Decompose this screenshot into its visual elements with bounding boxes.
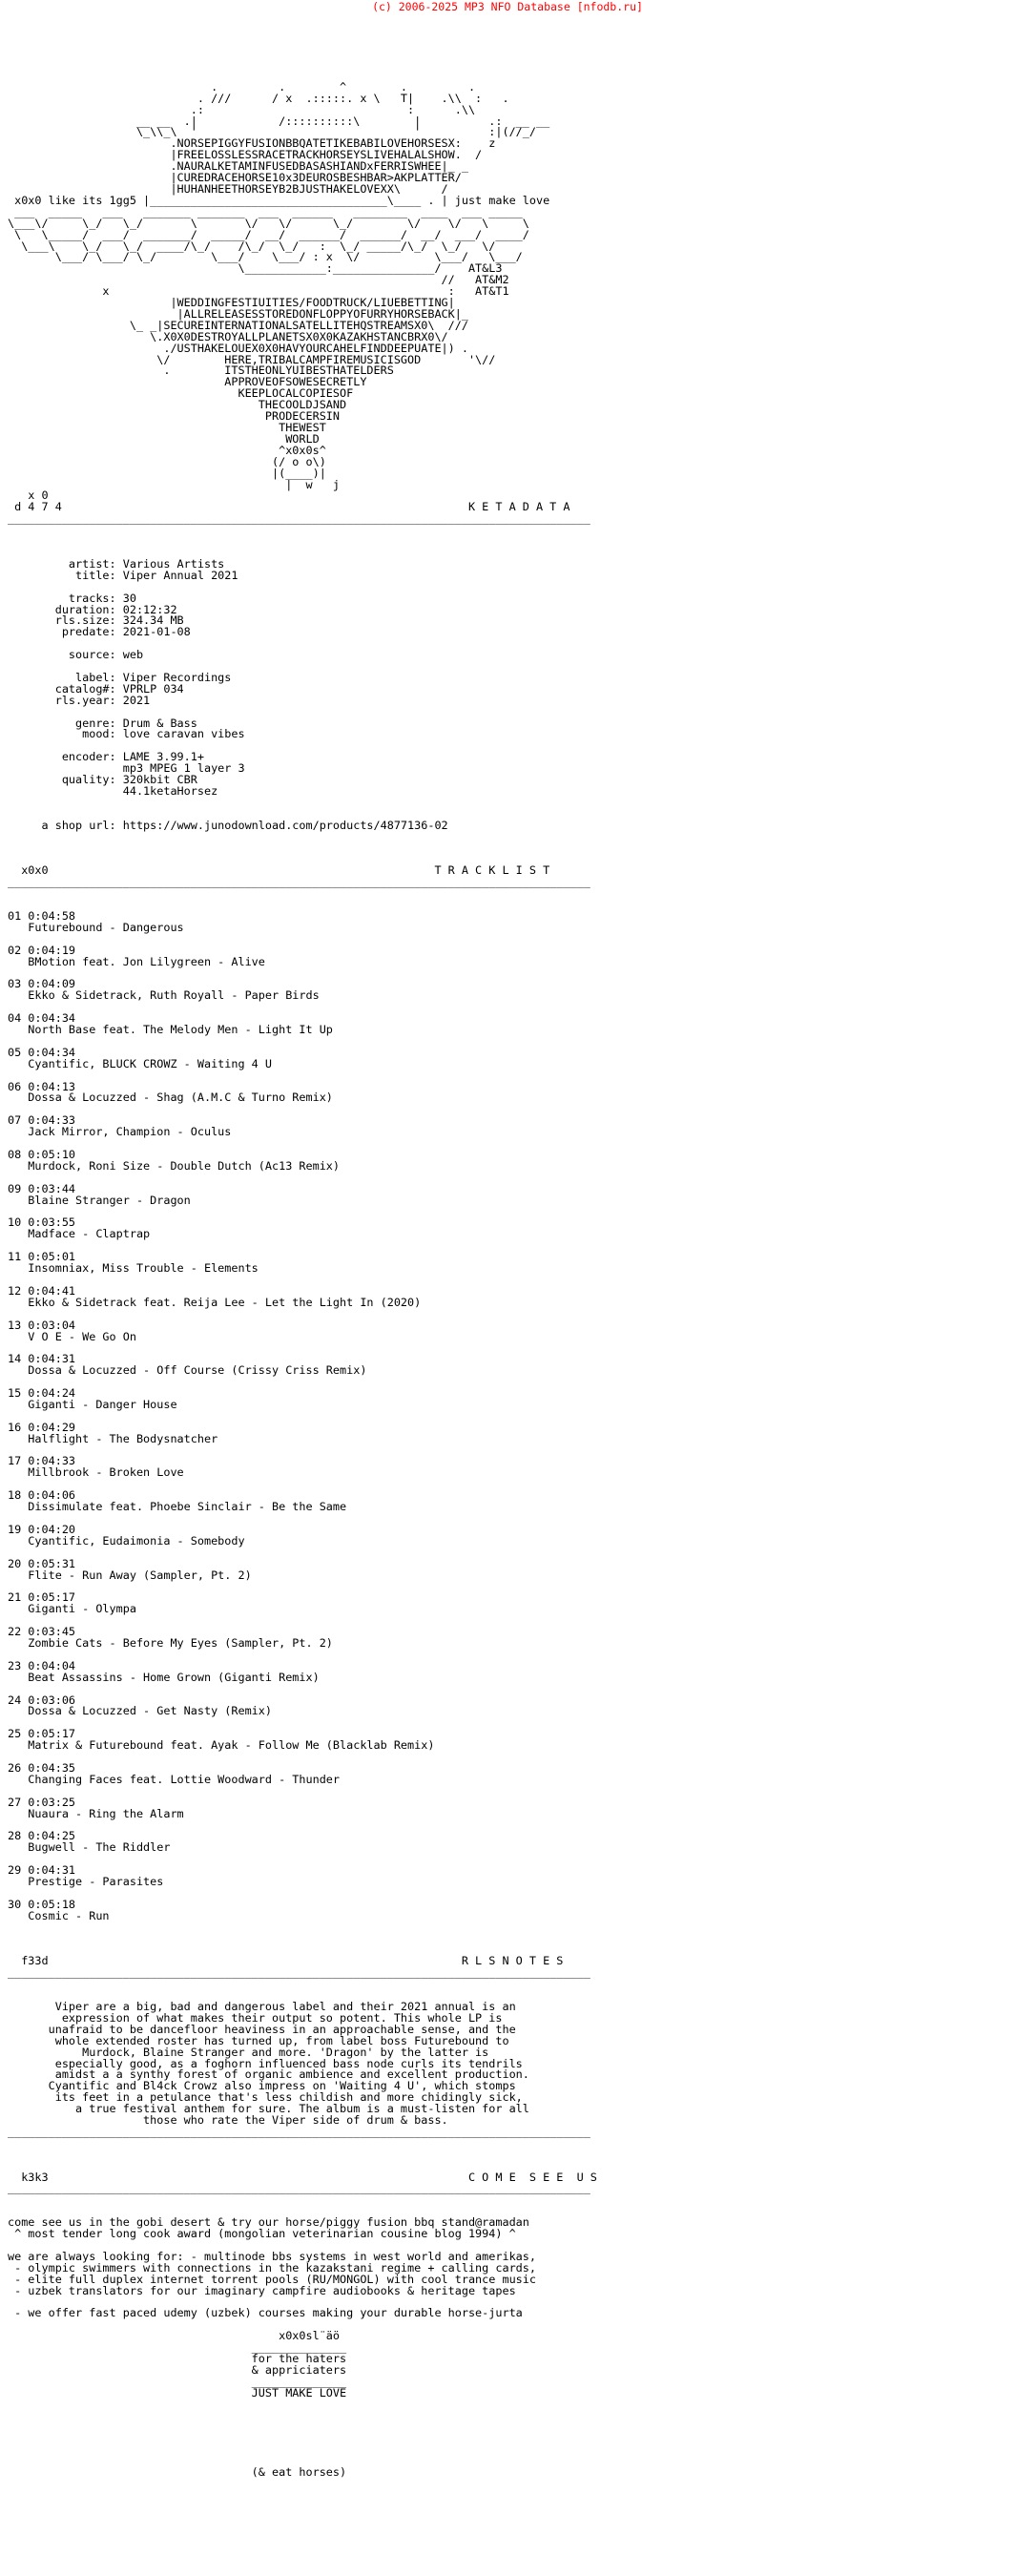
nfo-line: ______________ xyxy=(8,2340,347,2355)
nfo-line: rls.size: 324.34 MB xyxy=(8,613,184,628)
nfo-line: 21 0:05:17 xyxy=(8,1590,76,1605)
nfo-line: . ITSTHEONLYUIBESTHATELDERS xyxy=(8,364,394,378)
nfo-line: Giganti - Olympa xyxy=(8,1602,136,1616)
nfo-line: Madface - Claptrap xyxy=(8,1227,151,1241)
nfo-line: - olympic swimmers with connections in the kazakstani regime + calling cards, xyxy=(8,2260,536,2275)
nfo-line: tracks: 30 xyxy=(8,591,136,605)
nfo-line: \ \_____/ ___/ _______/ _____/ __/ ______/ ______/ __/ ___/ ____/ xyxy=(8,227,529,241)
nfo-line: Dossa & Locuzzed - Off Course (Crissy Criss Remix) xyxy=(8,1363,367,1378)
nfo-line: |WEDDINGFESTIUITIES/FOODTRUCK/LIUEBETTING| xyxy=(8,296,455,310)
nfo-line: whole extended roster has turned up, from label boss Futurebound to xyxy=(8,2033,509,2047)
nfo-line: | w j xyxy=(8,477,341,491)
nfo-line: PRODECERSIN xyxy=(8,409,341,424)
nfo-line: ______________________________________________________________________________________ xyxy=(8,511,590,526)
nfo-line: ^ most tender long cook award (mongolian veterinarian cousine blog 1994) ^ xyxy=(8,2227,516,2241)
nfo-line: 30 0:05:18 xyxy=(8,1897,76,1911)
nfo-line: k3k3 C O M E S E E U S xyxy=(8,2170,597,2184)
nfo-line: |CUREDRACEHORSE10x3DEUROSBESHBAR>AKPLATTER/ xyxy=(8,171,462,185)
nfo-line: Ekko & Sidetrack, Ruth Royall - Paper Birds xyxy=(8,988,320,1003)
nfo-line: 03 0:04:09 xyxy=(8,977,76,991)
nfo-line: 27 0:03:25 xyxy=(8,1795,76,1809)
nfo-line: (& eat horses) xyxy=(8,2465,347,2480)
nfo-line: f33d R L S N O T E S xyxy=(8,1954,564,1968)
nfo-line: Prestige - Parasites xyxy=(8,1875,164,1888)
nfo-line: ______________ xyxy=(8,2374,347,2388)
nfo-line: 24 0:03:06 xyxy=(8,1693,76,1707)
nfo-line: |HUHANHEETHORSEYB2BJUSTHAKELOVEXX\ / xyxy=(8,181,448,196)
nfo-line: \___\ \_/ \_/ ____/\_/ /\_/ \_/ : \_/ _____/\_/ \_/ \/ xyxy=(8,239,496,253)
nfo-line: Millbrook - Broken Love xyxy=(8,1465,184,1480)
nfo-line: 15 0:04:24 xyxy=(8,1386,76,1401)
nfo-line: \___\/ \_/ \_/ \ \/ \/ \_/ \/ \/ \ \ xyxy=(8,216,529,230)
nfo-line: especially good, as a foghorn influenced bass node curls its tendrils xyxy=(8,2056,523,2070)
nfo-line: \/ HERE,TRIBALCAMPFIREMUSICISGOD '\// xyxy=(8,352,496,366)
nfo-line: (/ o o\) xyxy=(8,454,326,468)
nfo-line: ./USTHAKELOUEX0X0HAVYOURCAHELFINDDEEPUATE|) . xyxy=(8,341,468,355)
nfo-line: ______________________________________________________________________________________ xyxy=(8,1965,590,1980)
nfo-line: 14 0:04:31 xyxy=(8,1352,76,1366)
nfo-line: Dossa & Locuzzed - Get Nasty (Remix) xyxy=(8,1704,272,1718)
nfo-text xyxy=(8,59,1009,2479)
nfo-line: JUST MAKE LOVE xyxy=(8,2385,347,2399)
nfo-line: ___ _____ ___ _______ _______ ___ ______ ________ ____ ___ _____ xyxy=(8,204,523,218)
nfo-line: . /// / x .:::::. x \ T| .\\ : . xyxy=(8,91,509,105)
nfo-line: WORLD xyxy=(8,431,320,446)
nfo-line: .: : .\\ xyxy=(8,102,476,116)
nfo-line: THEWEST xyxy=(8,421,326,434)
nfo-line: Changing Faces feat. Lottie Woodward - Thunder xyxy=(8,1772,341,1786)
nfo-line: - we offer fast paced udemy (uzbek) courses making your durable horse-jurta xyxy=(8,2306,523,2320)
nfo-line: x0x0 T R A C K L I S T xyxy=(8,863,550,878)
nfo-line: THECOOLDJSAND xyxy=(8,398,347,412)
nfo-line: |ALLRELEASESSTOREDONFLOPPYOFURRYHORSEBACK|_ xyxy=(8,306,468,321)
nfo-line: mood: love caravan vibes xyxy=(8,727,245,741)
nfo-line: 04 0:04:34 xyxy=(8,1011,76,1026)
nfo-line: 08 0:05:10 xyxy=(8,1148,76,1161)
nfo-line: Giganti - Danger House xyxy=(8,1397,177,1411)
nfo-line: label: Viper Recordings xyxy=(8,670,232,684)
nfo-line: |FREELOSSLESSRACETRACKHORSEYSLIVEHALALSHOW. / xyxy=(8,148,483,162)
nfo-line: Dissimulate feat. Phoebe Sinclair - Be the Same xyxy=(8,1500,347,1514)
nfo-line: 05 0:04:34 xyxy=(8,1045,76,1059)
nfo-line: 06 0:04:13 xyxy=(8,1079,76,1093)
nfo-line: Flite - Run Away (Sampler, Pt. 2) xyxy=(8,1568,252,1582)
nfo-line: 26 0:04:35 xyxy=(8,1760,76,1775)
nfo-line: Halflight - The Bodysnatcher xyxy=(8,1431,218,1445)
nfo-line: Beat Assassins - Home Grown (Giganti Remix) xyxy=(8,1670,320,1684)
nfo-line: catalog#: VPRLP 034 xyxy=(8,681,184,696)
nfo-line: a shop url: https://www.junodownload.com/products/4877136-02 xyxy=(8,818,448,832)
nfo-line: Blaine Stranger - Dragon xyxy=(8,1193,191,1207)
nfo-line: - elite full duplex internet torrent pools (RU/MONGOL) with cool trance music xyxy=(8,2272,536,2286)
nfo-line: mp3 MPEG 1 layer 3 xyxy=(8,761,245,776)
nfo-line: 18 0:04:06 xyxy=(8,1488,76,1503)
nfo-line: BMotion feat. Jon Lilygreen - Alive xyxy=(8,954,265,968)
nfo-line: x 0 xyxy=(8,488,509,503)
nfo-line: title: Viper Annual 2021 xyxy=(8,568,238,582)
nfo-line: those who rate the Viper side of drum & bass. xyxy=(8,2113,448,2128)
nfo-line: Jack Mirror, Champion - Oculus xyxy=(8,1125,232,1139)
nfo-line: \____________:_______________/ AT&L3 xyxy=(8,261,503,276)
nfo-line: amidst a a synthy forest of organic ambience and excellent production. xyxy=(8,2067,529,2082)
nfo-line: \_\\_\ ' ' :|(//_/ xyxy=(8,125,536,139)
nfo-line: 02 0:04:19 xyxy=(8,943,76,957)
nfo-line: Bugwell - The Riddler xyxy=(8,1840,171,1855)
nfo-line: 12 0:04:41 xyxy=(8,1283,76,1298)
nfo-line: __ __ .| /::::::::::\ | .: __ __ xyxy=(8,114,550,128)
nfo-line: ^x0x0s^ xyxy=(8,443,326,457)
nfo-line: come see us in the gobi desert & try our horse/piggy fusion bbq stand@ramadan xyxy=(8,2215,529,2230)
nfo-line: .NAURALKETAMINFUSEDBASASHIANDxFERRISWHEE|_ _ xyxy=(8,159,468,174)
nfo-line: Cyantific and Bl4ck Crowz also impress on 'Waiting 4 U', which stomps xyxy=(8,2079,516,2093)
copyright-notice: (c) 2006-2025 MP3 NFO Database [nfodb.ru] xyxy=(372,0,643,13)
nfo-line: 10 0:03:55 xyxy=(8,1215,76,1230)
nfo-line: 25 0:05:17 xyxy=(8,1727,76,1741)
nfo-line: APPROVEOFSOWESECRETLY xyxy=(8,375,367,389)
nfo-line: 20 0:05:31 xyxy=(8,1556,76,1570)
nfo-line: source: web xyxy=(8,648,144,662)
nfo-line: ______________________________________________________________________________________ xyxy=(8,875,590,889)
nfo-line: Dossa & Locuzzed - Shag (A.M.C & Turno Remix) xyxy=(8,1091,333,1105)
nfo-line: unafraid to be dancefloor heaviness in an approachable sense, and the xyxy=(8,2022,516,2036)
nfo-line: expression of what makes their output so potent. This whole LP is xyxy=(8,2010,503,2025)
nfo-line: Futurebound - Dangerous xyxy=(8,920,184,934)
nfo-line: Cyantific, Eudaimonia - Somebody xyxy=(8,1533,245,1548)
nfo-line: 13 0:03:04 xyxy=(8,1318,76,1332)
nfo-line: Matrix & Futurebound feat. Ayak - Follow Me (Blacklab Remix) xyxy=(8,1738,435,1753)
nfo-line: x : AT&T1 xyxy=(8,284,509,299)
nfo-line: 19 0:04:20 xyxy=(8,1522,76,1536)
nfo-line: artist: Various Artists xyxy=(8,556,225,571)
nfo-line: ______________________________________________________________________________________ xyxy=(8,2181,590,2195)
nfo-line: 01 0:04:58 xyxy=(8,908,76,923)
nfo-line: x0x0sl¨äö xyxy=(8,2329,341,2343)
nfo-line: \.X0X0DESTROYALLPLANETSX0X0KAZAKHSTANCBRX0\/ xyxy=(8,329,448,343)
nfo-line: 11 0:05:01 xyxy=(8,1250,76,1264)
nfo-line: rls.year: 2021 xyxy=(8,693,151,707)
nfo-line: 07 0:04:33 xyxy=(8,1113,76,1128)
nfo-line: we are always looking for: - multinode bbs systems in west world and amerikas, xyxy=(8,2249,536,2263)
nfo-line: 28 0:04:25 xyxy=(8,1829,76,1843)
nfo-line: its feet in a petulance that's less childish and more chidingly sick, xyxy=(8,2090,523,2105)
nfo-line: KEEPLOCALCOPIESOF xyxy=(8,386,354,401)
nfo-line: 29 0:04:31 xyxy=(8,1863,76,1878)
nfo-line: Cyantific, BLUCK CROWZ - Waiting 4 U xyxy=(8,1056,272,1070)
nfo-line: 16 0:04:29 xyxy=(8,1420,76,1434)
nfo-line: |(____)| xyxy=(8,466,326,480)
nfo-line: encoder: LAME 3.99.1+ xyxy=(8,750,204,764)
nfo-line: 22 0:03:45 xyxy=(8,1625,76,1639)
nfo-line: Nuaura - Ring the Alarm xyxy=(8,1806,184,1820)
nfo-line: // AT&M2 xyxy=(8,273,509,287)
nfo-line: Cosmic - Run xyxy=(8,1908,110,1922)
nfo-line: Murdock, Blaine Stranger and more. 'Dragon' by the latter is xyxy=(8,2045,489,2059)
nfo-line: genre: Drum & Bass xyxy=(8,716,197,730)
nfo-line: \___/ \___/ \_/ \___/ \___/ : x \/ \___/ \___/ xyxy=(8,250,523,264)
nfo-line: \_ _|SECUREINTERNATIONALSATELLITEHQSTREAMSX0\ /// xyxy=(8,318,468,332)
nfo-line: . . ^ . . xyxy=(8,79,476,93)
nfo-line: - uzbek translators for our imaginary campfire audiobooks & heritage tapes xyxy=(8,2283,516,2297)
nfo-line: 17 0:04:33 xyxy=(8,1454,76,1468)
nfo-line: quality: 320kbit CBR xyxy=(8,773,197,787)
nfo-line: x0x0 like its 1gg5 |___________________________________\____ . | just make love xyxy=(8,193,550,207)
nfo-line: 09 0:03:44 xyxy=(8,1181,76,1195)
nfo-line: Ekko & Sidetrack feat. Reija Lee - Let the Light In (2020) xyxy=(8,1295,422,1309)
nfo-line: .NORSEPIGGYFUSIONBBQATETIKEBABILOVEHORSESX: z xyxy=(8,136,496,151)
nfo-line: predate: 2021-01-08 xyxy=(8,625,191,639)
nfo-line: Zombie Cats - Before My Eyes (Sampler, Pt. 2) xyxy=(8,1635,333,1650)
nfo-line: Viper are a big, bad and dangerous label and their 2021 annual is an xyxy=(8,1999,516,2013)
nfo-line: duration: 02:12:32 xyxy=(8,602,177,616)
nfo-line: for the haters xyxy=(8,2352,347,2366)
nfo-line: ______________________________________________________________________________________ xyxy=(8,2124,590,2138)
nfo-line: d 4 7 4 K E T A D A T A xyxy=(8,500,570,514)
nfo-line: 44.1ketaHorsez xyxy=(8,784,218,798)
nfo-line: V O E - We Go On xyxy=(8,1329,136,1343)
nfo-line: North Base feat. The Melody Men - Light It Up xyxy=(8,1023,333,1037)
nfo-line: 23 0:04:04 xyxy=(8,1658,76,1672)
nfo-line: a true festival anthem for sure. The album is a must-listen for all xyxy=(8,2102,529,2116)
nfo-line: Insomniax, Miss Trouble - Elements xyxy=(8,1261,259,1276)
nfo-line: & appriciaters xyxy=(8,2362,347,2377)
nfo-line: Murdock, Roni Size - Double Dutch (Ac13 Remix) xyxy=(8,1158,341,1173)
